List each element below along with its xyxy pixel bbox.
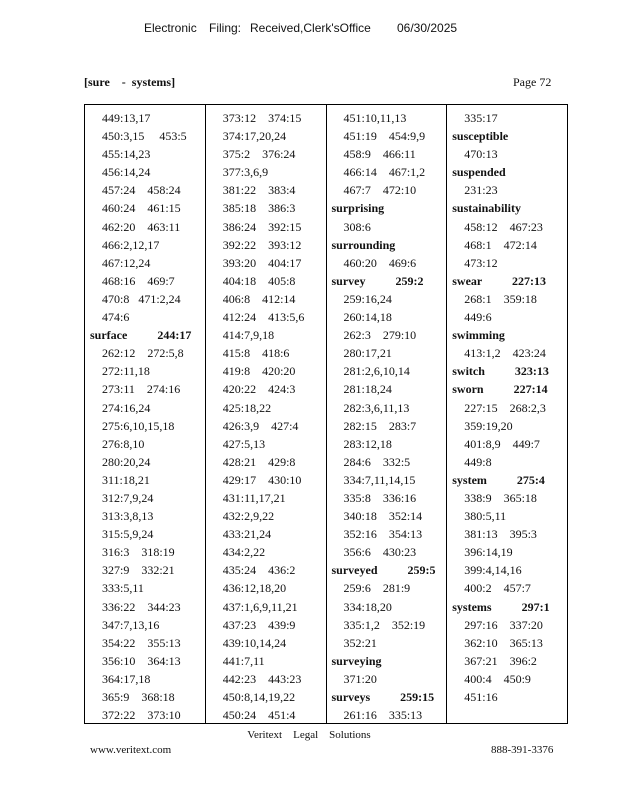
index-reference: 450:3,15 453:5	[102, 129, 187, 144]
index-reference: 393:20 404:17	[222, 255, 302, 270]
index-reference: 315:5,9,24	[102, 527, 154, 542]
index-reference: 458:12 467:23	[464, 219, 543, 234]
index-reference: 449:8	[464, 454, 492, 469]
index-reference: 442:23 443:23	[222, 671, 302, 686]
index-reference: 450:24 451:4	[222, 708, 296, 723]
index-reference: 274:16,24	[102, 400, 151, 415]
index-reference: 373:12 374:15	[222, 111, 302, 125]
index-reference: 372:22 373:10	[102, 708, 181, 723]
index-reference: 354:22 355:13	[102, 635, 181, 650]
index-reference: 462:20 463:11	[102, 219, 181, 234]
index-term: sworn 227:14	[452, 382, 548, 397]
index-term: switch 323:13	[452, 364, 549, 379]
footer-website: www.veritext.com	[90, 744, 172, 756]
index-reference: 386:24 392:15	[222, 219, 302, 234]
index-reference: 460:24 461:15	[102, 201, 181, 216]
index-reference: 428:21 429:8	[222, 454, 296, 469]
index-reference: 431:11,17,21	[222, 490, 286, 505]
index-term: survey 259:2	[331, 273, 424, 288]
index-reference: 284:6 332:5	[343, 454, 411, 469]
index-reference: 473:12	[464, 255, 498, 270]
index-reference: 313:3,8,13	[102, 509, 154, 524]
index-reference: 414:7,9,18	[222, 328, 275, 343]
index-reference: 280:20,24	[102, 454, 151, 469]
index-reference: 457:24 458:24	[102, 183, 181, 198]
index-reference: 367:21 396:2	[464, 653, 537, 668]
index-reference: 436:12,18,20	[222, 581, 287, 596]
index-reference: 385:18 386:3	[222, 201, 296, 216]
index-reference: 308:6	[343, 219, 371, 234]
footer-phone: 888-391-3376	[491, 744, 554, 756]
index-reference: 437:1,6,9,11,21	[222, 599, 298, 614]
filing-stamp-electronic: Electronic	[144, 21, 197, 35]
index-reference: 470:8 471:2,24	[102, 291, 181, 306]
index-reference: 377:3,6,9	[222, 165, 269, 180]
index-reference: 467:7 472:10	[343, 183, 417, 198]
index-reference: 336:22 344:23	[102, 599, 181, 614]
index-term: systems 297:1	[452, 599, 550, 614]
index-reference: 282:15 283:7	[343, 418, 417, 433]
index-reference: 261:16 335:13	[343, 708, 423, 723]
index-reference: 260:14,18	[343, 310, 392, 325]
index-reference: 458:9 466:11	[343, 147, 416, 162]
index-reference: 466:2,12,17	[102, 237, 160, 252]
index-reference: 374:17,20,24	[222, 129, 287, 144]
index-reference: 259:6 281:9	[343, 581, 411, 596]
index-reference: 273:11 274:16	[102, 382, 181, 397]
index-reference: 227:15 268:2,3	[464, 400, 546, 415]
index-reference: 425:18,22	[222, 400, 272, 415]
index-reference: 272:11,18	[102, 364, 150, 379]
index-reference: 466:14 467:1,2	[343, 165, 426, 180]
index-reference: 467:12,24	[102, 255, 151, 270]
index-reference: 429:17 430:10	[222, 472, 302, 487]
index-reference: 282:3,6,11,13	[343, 400, 410, 415]
index-reference: 419:8 420:20	[222, 364, 296, 379]
index-reference: 460:20 469:6	[343, 255, 417, 270]
index-column-2	[206, 105, 327, 723]
index-column-4	[447, 105, 567, 723]
index-term: sustainability	[452, 201, 521, 216]
index-reference: 381:13 395:3	[464, 527, 537, 542]
index-reference: 283:12,18	[343, 436, 392, 451]
index-term: susceptible	[452, 129, 509, 144]
page-number: Page 72	[513, 75, 552, 89]
index-reference: 399:4,14,16	[464, 563, 522, 578]
index-reference: 311:18,21	[102, 472, 150, 487]
index-term: surprising	[331, 201, 385, 216]
index-reference: 434:2,22	[222, 545, 266, 560]
index-term: surveys 259:15	[331, 690, 435, 704]
index-column-3	[327, 105, 448, 723]
index-reference: 449:13,17	[102, 111, 151, 125]
index-reference: 401:8,9 449:7	[464, 436, 540, 451]
index-reference: 474:6	[102, 310, 130, 325]
index-reference: 470:13	[464, 147, 498, 162]
index-column-1	[85, 105, 206, 723]
index-range-label: [sure - systems]	[84, 75, 176, 89]
index-reference: 396:14,19	[464, 545, 513, 560]
index-reference: 468:1 472:14	[464, 237, 537, 252]
index-reference: 400:2 457:7	[464, 581, 531, 596]
index-reference: 426:3,9 427:4	[222, 418, 299, 433]
index-reference: 455:14,23	[102, 147, 151, 162]
index-reference: 420:22 424:3	[222, 382, 296, 397]
index-term: swear 227:13	[452, 273, 547, 288]
index-reference: 437:23 439:9	[222, 617, 296, 632]
index-reference: 356:10 364:13	[102, 653, 181, 668]
index-reference: 312:7,9,24	[102, 490, 154, 505]
index-reference: 404:18 405:8	[222, 273, 296, 288]
index-reference: 275:6,10,15,18	[102, 418, 175, 433]
index-reference: 335:1,2 352:19	[343, 617, 426, 632]
index-reference: 347:7,13,16	[102, 617, 160, 632]
index-reference: 316:3 318:19	[102, 545, 175, 560]
index-reference: 276:8,10	[102, 436, 145, 451]
index-reference: 450:8,14,19,22	[222, 690, 296, 704]
index-reference: 371:20	[343, 671, 377, 686]
index-term: surface 244:17	[90, 328, 192, 343]
index-reference: 268:1 359:18	[464, 291, 537, 306]
index-reference: 392:22 393:12	[222, 237, 302, 252]
filing-stamp-date: 06/30/2025	[397, 21, 458, 35]
index-reference: 413:1,2 423:24	[464, 346, 546, 361]
index-reference: 451:16	[464, 690, 498, 704]
index-term: swimming	[452, 328, 505, 343]
index-reference: 262:12 272:5,8	[102, 346, 184, 361]
index-reference: 352:16 354:13	[343, 527, 423, 542]
index-reference: 281:2,6,10,14	[343, 364, 410, 379]
footer-company: Veritext Legal Solutions	[247, 729, 371, 741]
index-reference: 415:8 418:6	[222, 346, 290, 361]
index-reference: 356:6 430:23	[343, 545, 417, 560]
index-term: surveyed 259:5	[331, 563, 436, 578]
index-reference: 406:8 412:14	[222, 291, 296, 306]
index-reference: 352:21	[343, 635, 377, 650]
index-reference: 259:16,24	[343, 291, 392, 306]
index-reference: 451:19 454:9,9	[343, 129, 426, 144]
index-term: surrounding	[331, 237, 396, 252]
index-reference: 365:9 368:18	[102, 690, 175, 704]
index-reference: 364:17,18	[102, 671, 151, 686]
index-reference: 335:8 336:16	[343, 490, 417, 505]
index-reference: 280:17,21	[343, 346, 392, 361]
index-reference: 451:10,11,13	[343, 111, 407, 125]
index-reference: 327:9 332:21	[102, 563, 175, 578]
index-reference: 456:14,24	[102, 165, 151, 180]
index-reference: 468:16 469:7	[102, 273, 175, 288]
index-reference: 333:5,11	[102, 581, 144, 596]
index-reference: 381:22 383:4	[222, 183, 296, 198]
index-reference: 338:9 365:18	[464, 490, 537, 505]
index-term: system 275:4	[452, 472, 545, 487]
index-reference: 400:4 450:9	[464, 671, 531, 686]
index-reference: 340:18 352:14	[343, 509, 423, 524]
filing-stamp-filing: Filing:	[209, 21, 242, 35]
filing-stamp	[0, 21, 618, 37]
index-reference: 433:21,24	[222, 527, 272, 542]
word-index-table	[84, 104, 568, 724]
index-reference: 441:7,11	[222, 653, 265, 668]
index-reference: 362:10 365:13	[464, 635, 543, 650]
filing-stamp-received: Received,Clerk'sOffice	[250, 21, 371, 35]
index-reference: 412:24 413:5,6	[222, 310, 305, 325]
index-reference: 334:7,11,14,15	[343, 472, 416, 487]
index-reference: 427:5,13	[222, 436, 266, 451]
index-reference: 335:17	[464, 111, 498, 125]
index-reference: 375:2 376:24	[222, 147, 296, 162]
index-reference: 231:23	[464, 183, 498, 198]
index-reference: 297:16 337:20	[464, 617, 543, 632]
index-reference: 435:24 436:2	[222, 563, 296, 578]
index-reference: 380:5,11	[464, 509, 507, 524]
index-term: suspended	[452, 165, 506, 180]
index-reference: 262:3 279:10	[343, 328, 417, 343]
index-reference: 359:19,20	[464, 418, 513, 433]
index-term: surveying	[331, 653, 382, 668]
index-reference: 432:2,9,22	[222, 509, 275, 524]
index-reference: 449:6	[464, 310, 492, 325]
index-reference: 281:18,24	[343, 382, 392, 397]
index-reference: 334:18,20	[343, 599, 392, 614]
index-reference: 439:10,14,24	[222, 635, 287, 650]
